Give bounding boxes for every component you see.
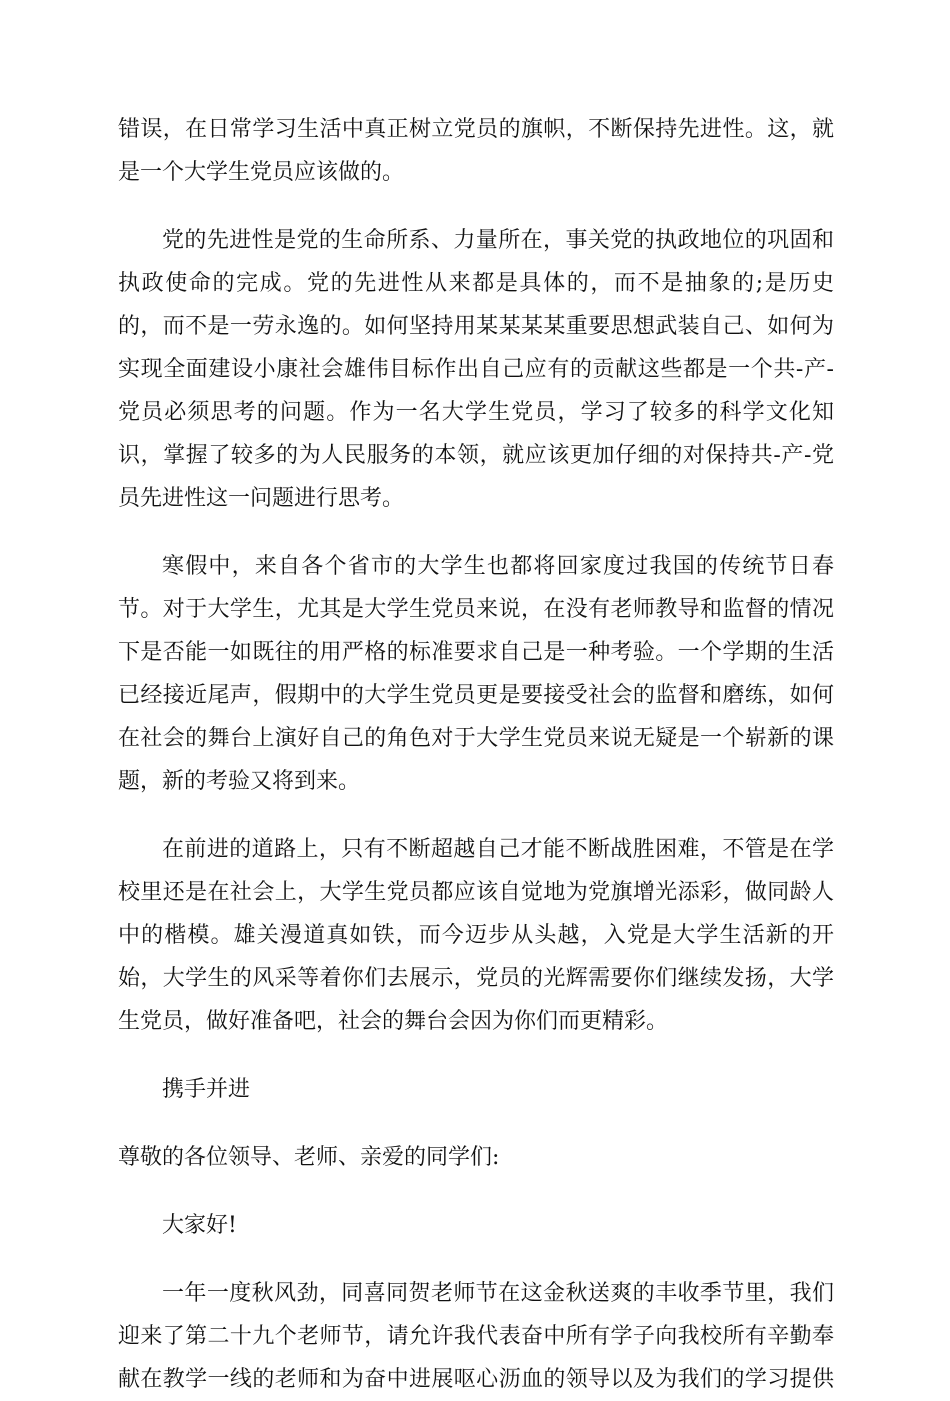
text-line: 党员必须思考的问题。作为一名大学生党员，学习了较多的科学文化知 [118,400,834,425]
greeting-text: 大家好! [162,1213,237,1238]
text-line: 执政使命的完成。党的先进性从来都是具体的，而不是抽象的;是历史 [118,271,834,296]
text-line: 生党员，做好准备吧，社会的舞台会因为你们而更精彩。 [118,1009,669,1034]
section-heading [118,1068,834,1111]
text-line: 中的楷模。雄关漫道真如铁，而今迈步从头越，入党是大学生活新的开 [118,923,834,948]
paragraph-gap [118,803,834,828]
text-line: 寒假中，来自各个省市的大学生也都将回家度过我国的传统节日春 [162,554,834,579]
text-line: 错误，在日常学习生活中真正树立党员的旗帜，不断保持先进性。这，就 [118,117,834,142]
text-line: 校里还是在社会上，大学生党员都应该自觉地为党旗增光添彩，做同龄人 [118,880,834,905]
text-line: 的，而不是一劳永逸的。如何坚持用某某某某重要思想武装自己、如何为 [118,314,834,339]
paragraph [118,219,834,520]
text-line: 一年一度秋风劲，同喜同贺老师节在这金秋送爽的丰收季节里，我们 [162,1281,834,1306]
text-line: 实现全面建设小康社会雄伟目标作出自己应有的贡献这些都是一个共-产- [118,357,834,382]
text-line: 识，掌握了较多的为人民服务的本领，就应该更加仔细的对保持共-产-党 [118,443,834,468]
text-line: 在前进的道路上，只有不断超越自己才能不断战胜困难，不管是在学 [162,837,834,862]
salutation [118,1136,834,1179]
salutation-text: 尊敬的各位领导、老师、亲爱的同学们: [118,1145,500,1170]
text-line: 是一个大学生党员应该做的。 [118,160,405,185]
paragraph-gap [118,194,834,219]
greeting [118,1204,834,1247]
text-line: 迎来了第二十九个老师节，请允许我代表奋中所有学子向我校所有辛勤奉 [118,1324,834,1349]
document-body [118,108,834,1401]
paragraph-gap [118,1179,834,1204]
paragraph-gap [118,1043,834,1068]
paragraph [118,828,834,1043]
paragraph-gap [118,1111,834,1136]
paragraph-gap [118,1247,834,1272]
text-line: 员先进性这一问题进行思考。 [118,486,405,511]
paragraph [118,545,834,803]
paragraph-gap [118,520,834,545]
heading-text: 携手并进 [162,1077,251,1102]
text-line: 题，新的考验又将到来。 [118,769,361,794]
text-line: 下是否能一如既往的用严格的标准要求自己是一种考验。一个学期的生活 [118,640,834,665]
text-line: 在社会的舞台上演好自己的角色对于大学生党员来说无疑是一个崭新的课 [118,726,834,751]
text-line: 献在教学一线的老师和为奋中进展呕心沥血的领导以及为我们的学习提供 [118,1367,834,1392]
paragraph [118,1272,834,1401]
text-line: 已经接近尾声，假期中的大学生党员更是要接受社会的监督和磨练，如何 [118,683,834,708]
text-line: 始，大学生的风采等着你们去展示，党员的光辉需要你们继续发扬，大学 [118,966,834,991]
text-line: 节。对于大学生，尤其是大学生党员来说，在没有老师教导和监督的情况 [118,597,834,622]
paragraph [118,108,834,194]
text-line: 党的先进性是党的生命所系、力量所在，事关党的执政地位的巩固和 [162,228,834,253]
